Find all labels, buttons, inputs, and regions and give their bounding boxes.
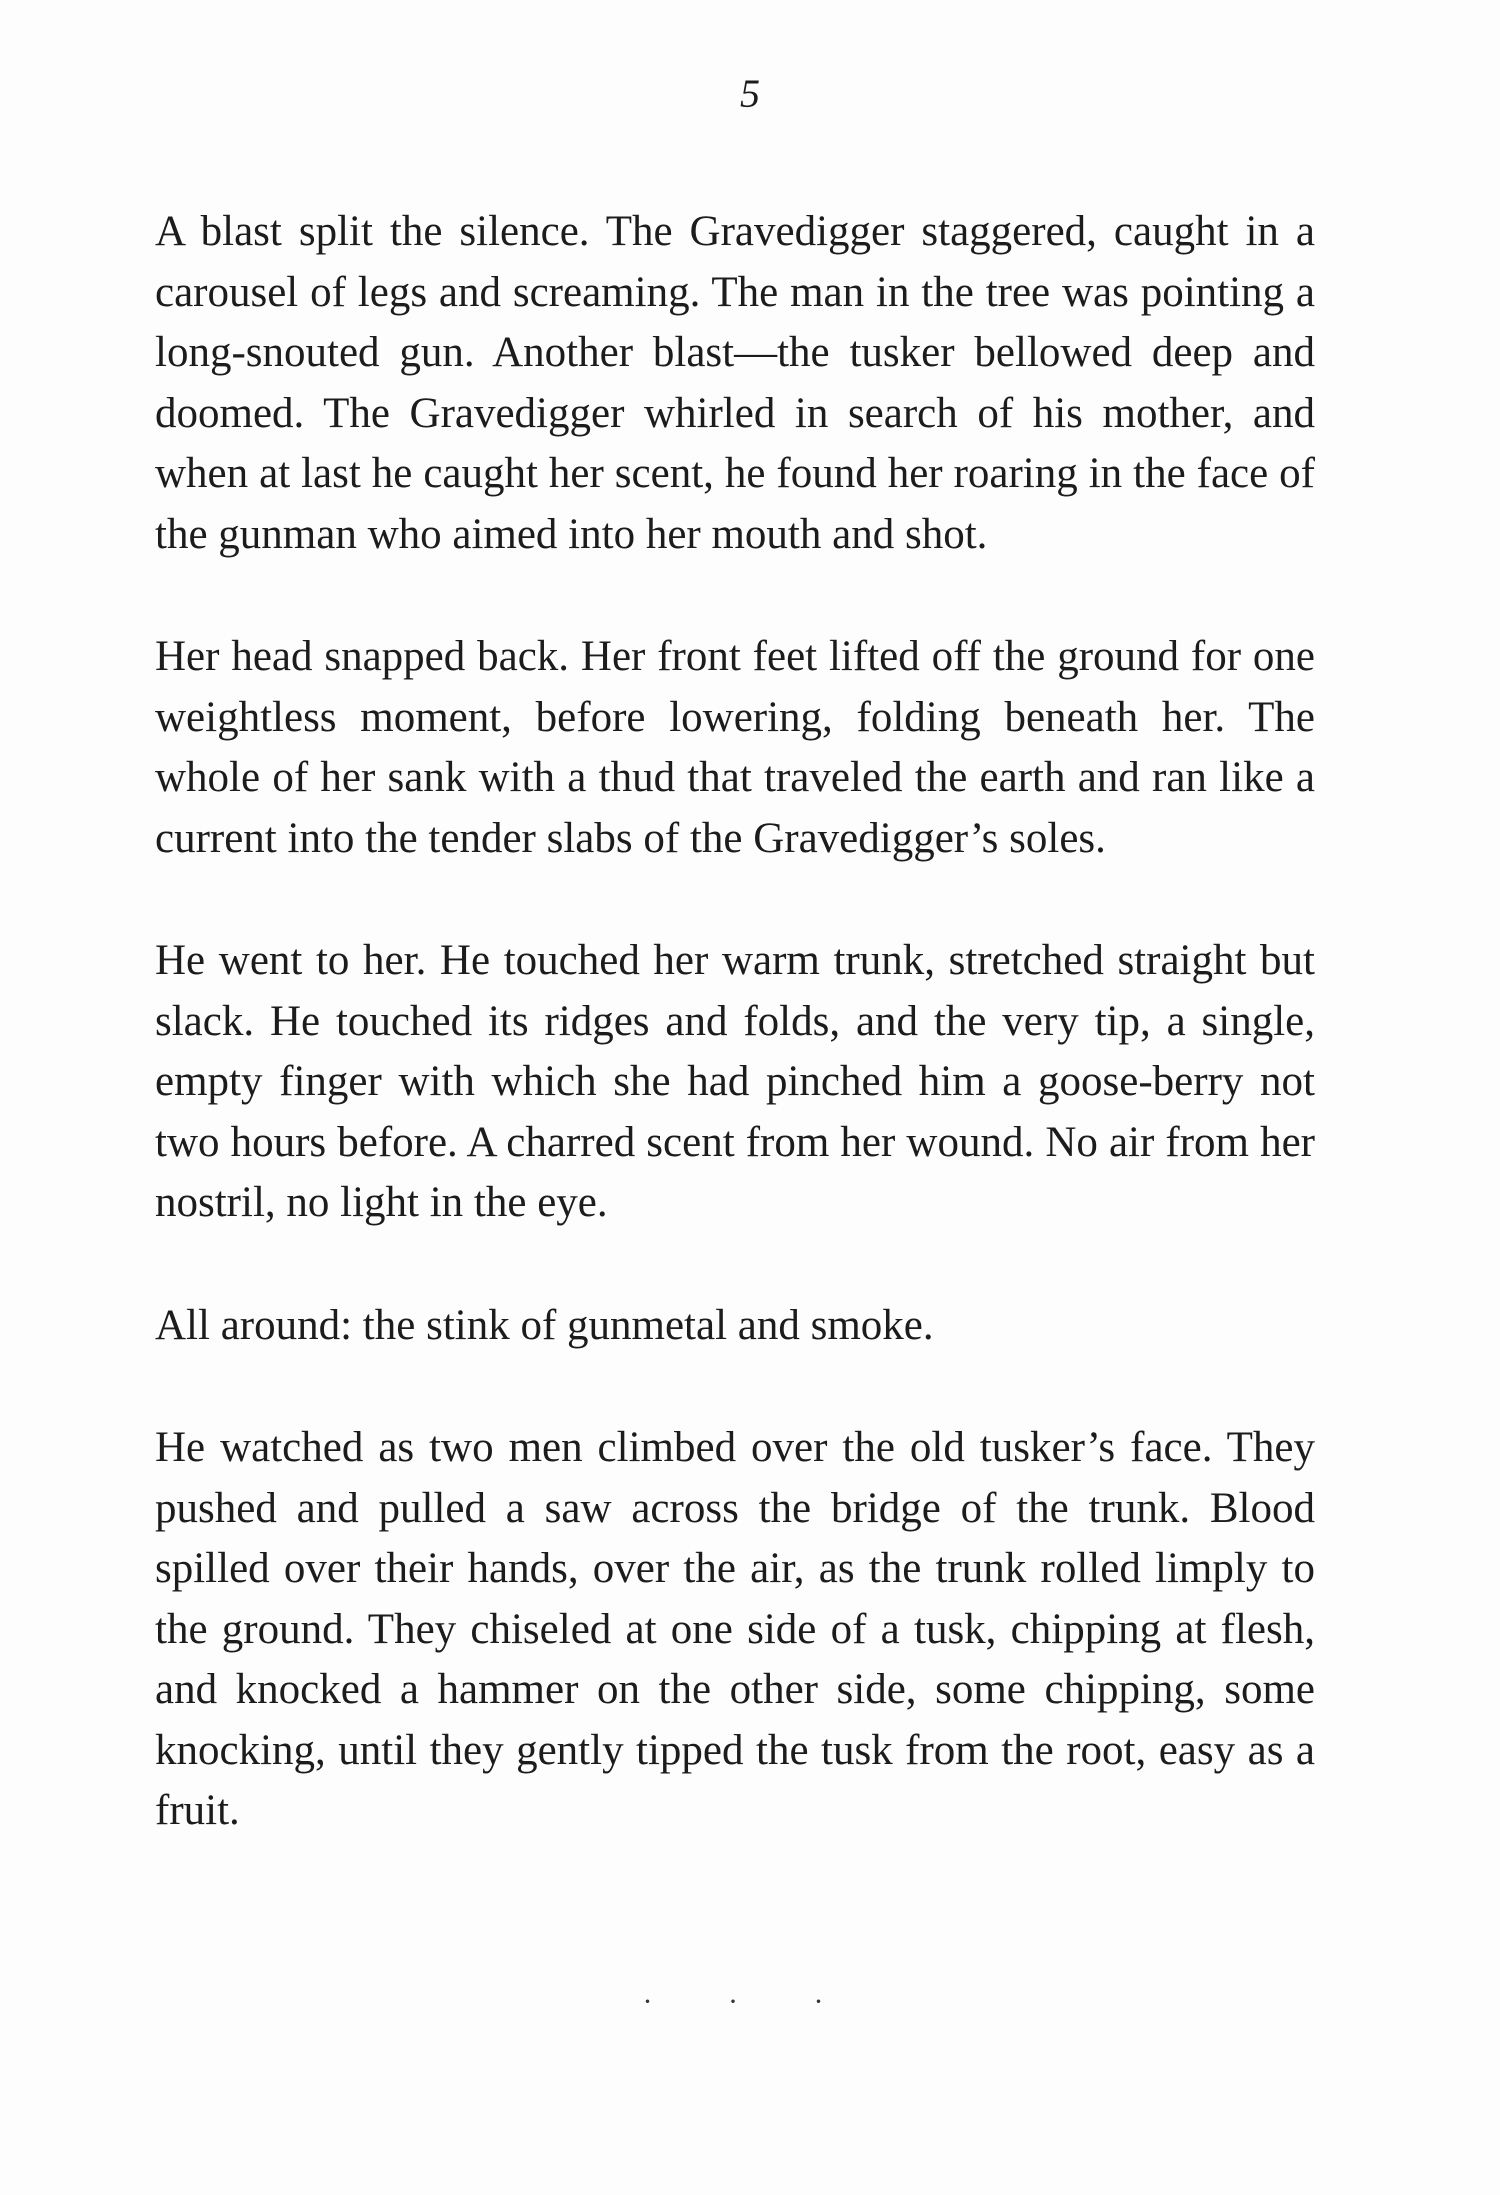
- page-number: 5: [740, 71, 760, 116]
- paragraph-went-to-her: He went to her. He touched her warm trunk, stretched straight but slack. He touched its ridges and folds, and the very tip, a single, empty finger with which she had pinched him a goose-berry not two hours before. A charred scent from her wound. No air from her nostril, no light in the eye.: [155, 937, 1315, 1226]
- paragraph-head-snapped: Her head snapped back. Her front feet lifted off the ground for one weightless moment, before lowering, folding beneath her. The whole of her sank with a thud that traveled the earth and ran like a current into the tender slabs of the Gravedigger’s soles.: [155, 633, 1315, 862]
- paragraph-two-men: He watched as two men climbed over the old tusker’s face. They pushed and pulled a saw across the bridge of the trunk. Blood spilled over their hands, over the air, as the trunk rolled limply to the ground. They chiseled at one side of a tusk, chipping at flesh, and knocked a hammer on the other side, some chipping, some knocking, until they gently tipped the tusk from the root, easy as a fruit.: [155, 1424, 1315, 1834]
- paragraph-blast: A blast split the silence. The Gravedigger staggered, caught in a carousel of legs and screaming. The man in the tree was pointing a long-snouted gun. Another blast—the tusker bellowed deep and doomed. The Gravedigger whirled in search of his mother, and when at last he caught her scent, he found her roaring in the face of the gunman who aimed into her mouth and shot.: [155, 208, 1315, 558]
- paragraph-all-around: All around: the stink of gunmetal and smoke.: [155, 1301, 934, 1349]
- text-body: [155, 202, 1315, 1904]
- section-break: · · ·: [642, 1985, 858, 2018]
